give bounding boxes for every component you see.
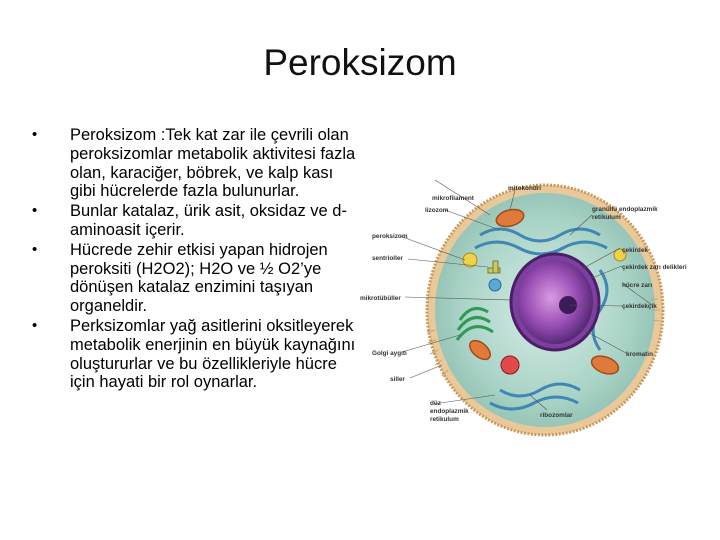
label-cekirdekcik: çekirdekçik [622, 303, 657, 310]
bullet-dot-icon: • [32, 126, 38, 143]
bullet-text: Bunlar katalaz, ürik asit, oksidaz ve d-aminoasit içerir. [70, 202, 347, 239]
bullet-text: Perksizomlar yağ asitlerini oksitleyerek metabolik enerjinin en büyük kaynağını oluştururlar ve bu özellikleriyle hücre için hayati bir rol oynarlar. [70, 316, 356, 392]
slide-title: Peroksizom [263, 42, 457, 83]
label-cekirdek: çekirdek [622, 247, 648, 254]
bullet-text: Peroksizom :Tek kat zar ile çevrili olan peroksizomlar metabolik aktivitesi fazla olan, karaciğer, böbrek, ve kalp kası gibi hücrelerde fazla bulunurlar. [70, 126, 356, 201]
bullet-item [28, 202, 363, 240]
label-duz-er-1: düz [430, 400, 442, 407]
nucleus [511, 254, 599, 350]
label-mikrotubuller: mikrotübüller [360, 295, 401, 302]
bullet-item [28, 317, 363, 392]
label-lizozom: lizozom [425, 207, 449, 214]
label-hucre-zari: hücre zarı [622, 282, 653, 289]
label-granullu-er-1: granüllü endoplazmik [592, 206, 658, 213]
label-peroksizom: peroksizom [372, 233, 408, 240]
label-duz-er-2: endoplazmik [430, 408, 469, 415]
bullet-dot-icon: • [32, 202, 38, 220]
label-golgi: Golgi aygıtı [372, 350, 407, 357]
bullet-dot-icon: • [32, 316, 38, 334]
label-mikrofilament: mikrofilament [432, 195, 474, 202]
label-mitokondri: mitokondri [508, 185, 542, 192]
label-cekirdek-zari-delikleri: çekirdek zarı delikleri [622, 264, 687, 271]
label-granullu-er-2: retikulum [592, 214, 621, 221]
bullet-list [28, 126, 363, 393]
bullet-dot-icon: • [32, 240, 38, 258]
label-siller: siller [390, 376, 405, 383]
label-kromatin: kromatin [626, 351, 653, 358]
label-sentrioller: sentrioller [372, 255, 403, 262]
label-ribozomlar: ribozomlar [540, 412, 573, 419]
bullet-item [28, 241, 363, 316]
bullet-text: Hücrede zehir etkisi yapan hidrojen peroksiti (H2O2); H2O ve ½ O2’ye dönüşen katalaz enzimini taşıyan organeldir. [70, 240, 328, 316]
label-duz-er-3: retikulum [430, 416, 459, 423]
bullet-item [28, 126, 363, 201]
cell-diagram [360, 160, 720, 480]
